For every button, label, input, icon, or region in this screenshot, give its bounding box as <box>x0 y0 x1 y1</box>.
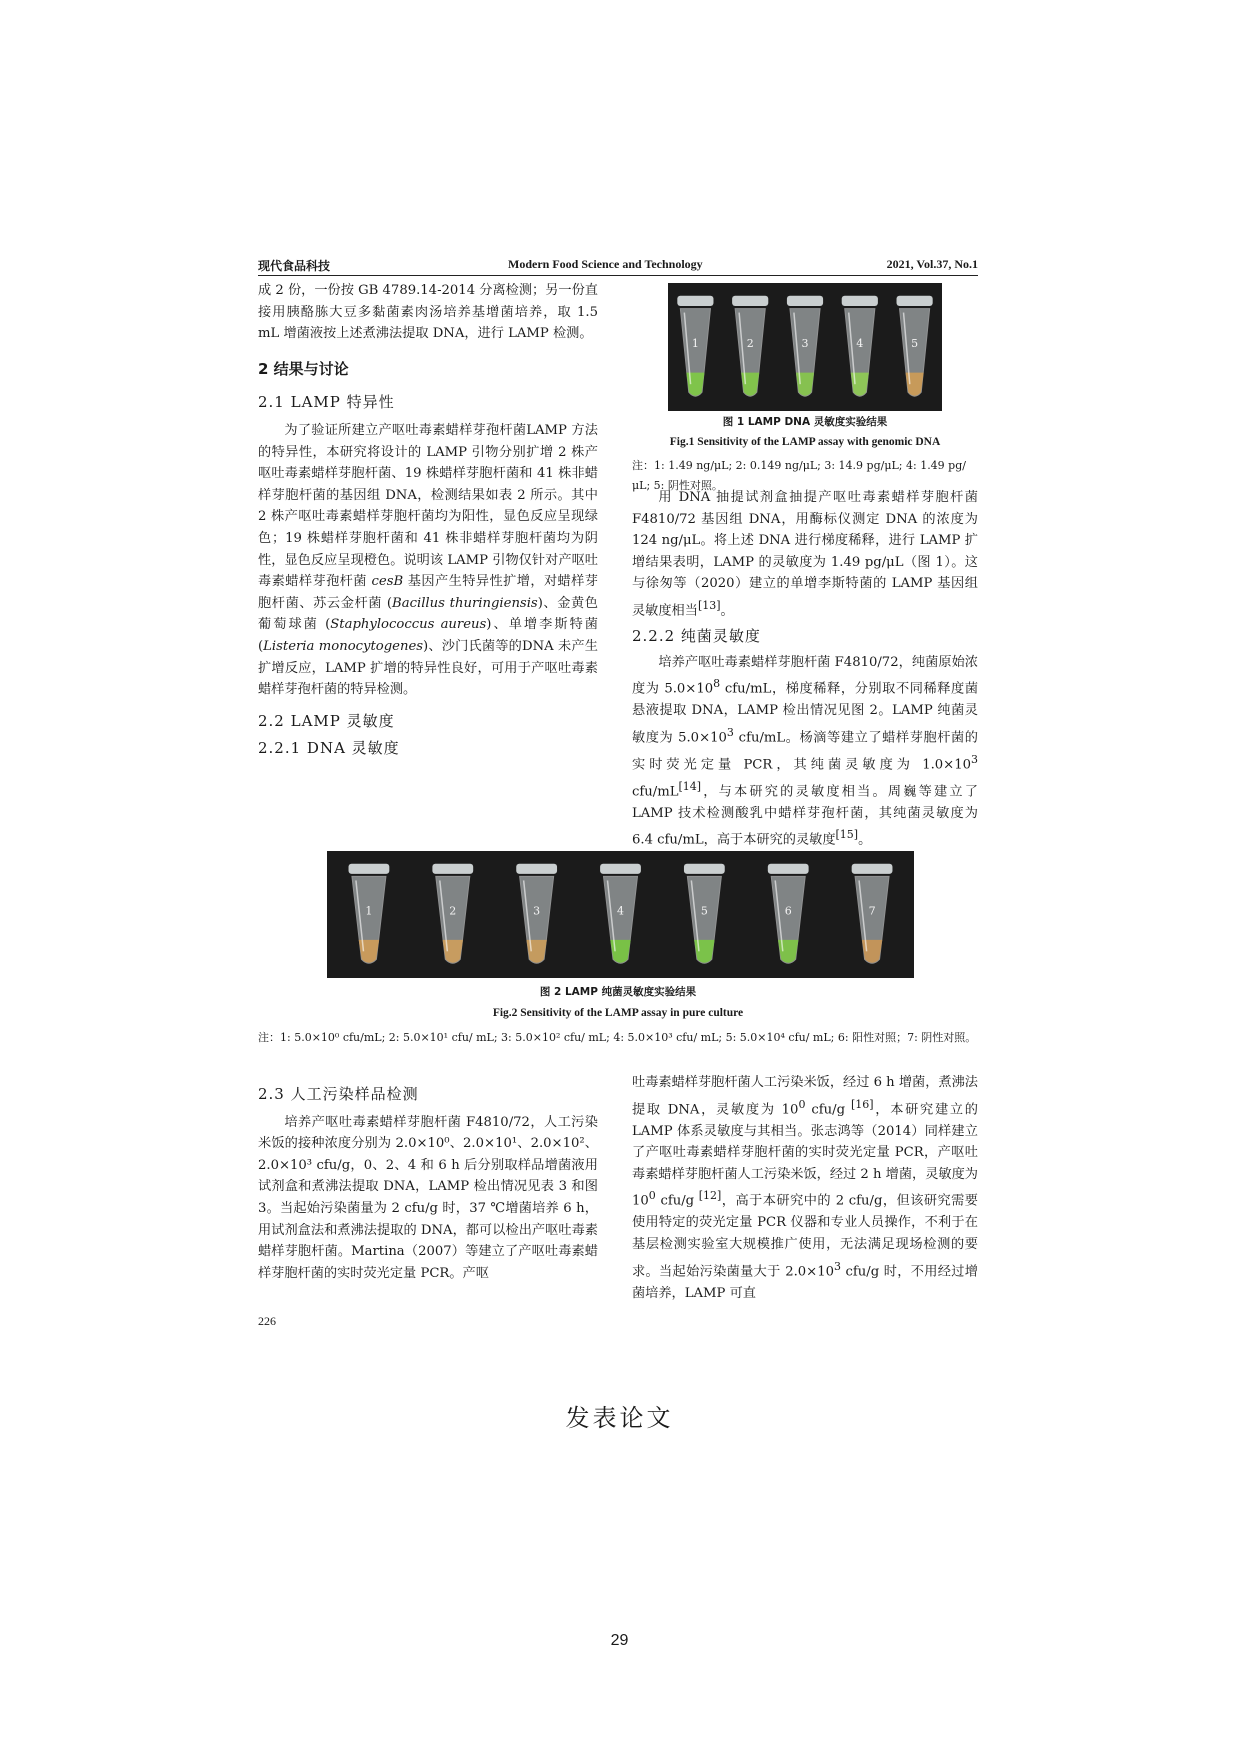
figure-2-caption-cn: 图 2 LAMP 纯菌灵敏度实验结果 <box>539 986 697 998</box>
figure-1-photo <box>668 283 942 411</box>
right-column-bottom <box>632 1072 978 1304</box>
paragraph-artificial-contamination: 培养产呕吐毒素蜡样芽胞杆菌 F4810/72，人工污染米饭的接种浓度分别为 2.0×10⁰、2.0×10¹、2.0×10²、2.0×10³ cfu/g，0、2、4 和 6 h 后分别取样品增菌液用试剂盒和煮沸法提取 DNA，LAMP 检出情况见表 3 和图 3。当起始污染菌量为 2 cfu/g 时，37 ℃增菌培养 6 h，用试剂盒法和煮沸法提取的 DNA，都可以检出产呕吐毒素蜡样芽胞杆菌。Martina（2007）等建立了产呕吐毒素蜡样芽胞杆菌的实时荧光定量 PCR。产呕 <box>258 1114 598 1281</box>
section-heading-artificial-contamination: 2.3 人工污染样品检测 <box>258 1085 419 1103</box>
gene-name: cesB <box>371 574 404 590</box>
section-heading-dna-sensitivity: 2.2.1 DNA 灵敏度 <box>258 739 400 758</box>
document-page-number: 29 <box>610 1632 629 1649</box>
fig1-tube-label: 2 <box>746 337 754 350</box>
fig1-tube-label: 4 <box>856 337 864 350</box>
fig1-tube-label: 5 <box>911 337 919 350</box>
fig2-tube-label: 7 <box>868 904 876 918</box>
journal-name-cn: 现代食品科技 <box>258 259 331 273</box>
species-lm: Listeria monocytogenes <box>263 638 424 654</box>
fig1-tube-label: 3 <box>801 337 809 350</box>
fig1-tube-3 <box>787 296 823 396</box>
figure-1-note: 注：1: 1.49 ng/μL; 2: 0.149 ng/μL; 3: 14.9 pg/μL; 4: 1.49 pg/μL; 5: 阴性对照。 <box>632 459 966 492</box>
fig2-tube-1 <box>349 864 390 964</box>
fig2-tube-label: 6 <box>784 904 792 918</box>
section-heading-pure-culture: 2.2.2 纯菌灵敏度 <box>632 626 761 645</box>
section-heading-sensitivity: 2.2 LAMP 灵敏度 <box>258 711 395 730</box>
fig2-tube-label: 3 <box>533 904 541 918</box>
fig2-tube-6 <box>768 864 809 964</box>
figure-1-caption-cn: 图 1 LAMP DNA 灵敏度实验结果 <box>722 416 888 428</box>
fig2-tube-5 <box>684 864 725 964</box>
fig1-tube-label: 1 <box>691 337 699 350</box>
paragraph-dna-sensitivity: 用 DNA 抽提试剂盒抽提产呕吐毒素蜡样芽胞杆菌 F4810/72 基因组 DNA，用酶标仪测定 DNA 的浓度为 124 ng/μL。将上述 DNA 进行梯度稀释，进行 LAMP 扩增结果表明，LAMP 的灵敏度为 1.49 pg/μL（图 1）。这与徐匆等（2020）建立的单增李斯特菌的 LAMP 基因组灵敏度相当[13]。 <box>632 490 978 619</box>
species-bt: Bacillus thuringiensis <box>392 595 538 611</box>
left-column-bottom <box>258 1084 598 1284</box>
paragraph-methods-end: 成 2 份，一份按 GB 4789.14-2014 分离检测；另一份直接用胰酪胨大豆多黏菌素肉汤培养基增菌培养，取 1.5 mL 增菌液按上述煮沸法提取 DNA，进行 LAMP 检测。 <box>258 283 598 342</box>
journal-issue: 2021, Vol.37, No.1 <box>886 257 978 271</box>
fig2-tube-label: 1 <box>365 904 373 918</box>
section-heading-results: 2 结果与讨论 <box>258 359 349 378</box>
figure-1-caption-en: Fig.1 Sensitivity of the LAMP assay with genomic DNA <box>669 436 941 448</box>
document-stamp: 发表论文 <box>565 1404 674 1432</box>
paragraph-specificity: 为了验证所建立产呕吐毒素蜡样芽孢杆菌LAMP 方法的特异性，本研究将设计的 LAMP 引物分别扩增 2 株产呕吐毒素蜡样芽胞杆菌、19 株蜡样芽胞杆菌和 41 株非蜡样芽胞杆菌的基因组 DNA，检测结果如表 2 所示。其中 2 株产呕吐毒素蜡样芽胞杆菌均为阳性，显色反应呈现绿色；19 株蜡样芽胞杆菌和 41 株非蜡样芽胞杆菌均为阴性，显色反应呈现橙色。说明该 LAMP 引物仅针对产呕吐毒素蜡样芽孢杆菌 cesB 基因产生特异性扩增，对蜡样芽胞杆菌、苏云金杆菌 (Bacillus thuringiensis)、金黄色葡萄球菌 (Staphylococcus aureus)、单增李斯特菌 (Listeria monocytogenes)、沙门氏菌等的DNA 未产生扩增反应，LAMP 扩增的特异性良好，可用于产呕吐毒素蜡样芽孢杆菌的特异检测。 <box>258 422 598 698</box>
figure-2-note: 注：1: 5.0×10⁰ cfu/mL; 2: 5.0×10¹ cfu/ mL; 3: 5.0×10² cfu/ mL; 4: 5.0×10³ cfu/ mL; 5: 5.0×10⁴ cfu/ mL; 6: 阳性对照；7: 阴性对照。 <box>258 1031 977 1044</box>
paragraph-pure-culture: 培养产呕吐毒素蜡样芽胞杆菌 F4810/72，纯菌原始浓度为 $5.0\times 10^8$ cfu/mL，梯度稀释，分别取不同稀释度菌悬液提取 DNA，LAMP 检出情况见图 2。LAMP 纯菌灵敏度为 $5.0\times 10^3$ cfu/mL。杨滴等建立了蜡样芽胞杆菌的实时荧光定量 PCR，其纯菌灵敏度为 $1.0\times 10^3$ cfu/mL[14]，与本研究的灵敏度相当。周巍等建立了 LAMP 技术检测酸乳中蜡样芽孢杆菌，其纯菌灵敏度为 6.4 cfu/mL，高于本研究的灵敏度[15]。 <box>632 654 979 848</box>
figure-2-caption-en: Fig.2 Sensitivity of the LAMP assay in pure culture <box>492 1007 744 1019</box>
species-sa: Staphylococcus aureus <box>330 617 487 633</box>
journal-page-number: 226 <box>258 1314 276 1328</box>
fig2-tube-label: 4 <box>617 904 624 918</box>
fig1-tube-2 <box>732 296 768 396</box>
right-column-top <box>632 487 978 851</box>
fig2-tube-label: 5 <box>700 904 708 918</box>
left-column-top <box>258 280 598 764</box>
running-header <box>258 257 978 276</box>
fig2-tube-7 <box>852 864 893 964</box>
fig2-tube-3 <box>516 864 557 964</box>
paragraph-comparison: 吐毒素蜡样芽胞杆菌人工污染米饭，经过 6 h 增菌，煮沸法提取 DNA，灵敏度为 $10^0$ cfu/g [16]，本研究建立的 LAMP 体系灵敏度与其相当。张志鸿等（2014）同样建立了产呕吐毒素蜡样芽胞杆菌的实时荧光定量 PCR，产呕吐毒素蜡样芽胞杆菌人工污染米饭，经过 2 h 增菌，灵敏度为 $10^0$ cfu/g [12]，高于本研究中的 2 cfu/g，但该研究需要使用特定的荧光定量 PCR 仪器和专业人员操作，不利于在基层检测实验室大规模推广使用，无法满足现场检测的要求。当起始污染菌量大于 $2.0\times 10^3$ cfu/g 时，不用经过增菌培养，LAMP 可直 <box>632 1075 978 1301</box>
fig2-tube-label: 2 <box>449 904 457 918</box>
journal-name-en: Modern Food Science and Technology <box>508 257 703 271</box>
figure-2-photo <box>327 851 914 978</box>
fig2-tube-4 <box>600 864 641 964</box>
fig1-tube-5 <box>897 296 933 396</box>
section-heading-specificity: 2.1 LAMP 特异性 <box>258 393 395 412</box>
fig1-tube-4 <box>842 296 878 396</box>
figure-2-tubes <box>327 851 914 978</box>
fig1-tube-1 <box>677 296 713 396</box>
figure-1-tubes <box>668 283 942 411</box>
fig2-tube-2 <box>432 864 473 964</box>
